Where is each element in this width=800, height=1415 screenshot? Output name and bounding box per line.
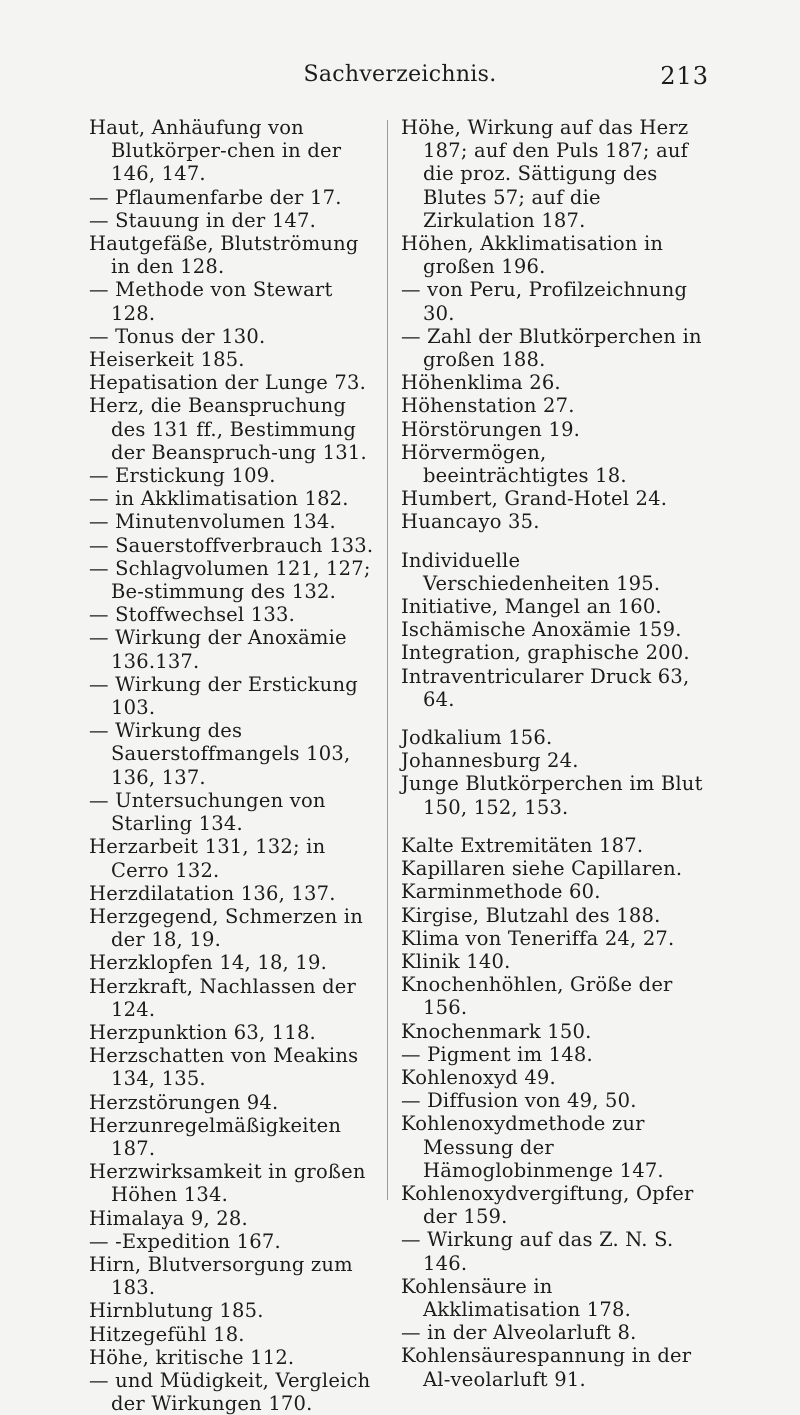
index-entry: Kalte Extremitäten 187. xyxy=(401,833,644,857)
letter-group-gap xyxy=(401,711,713,726)
index-entry: Klinik 140. xyxy=(401,949,511,973)
index-entry: Humbert, Grand-Hotel 24. xyxy=(401,487,668,511)
index-entry: — Diffusion von 49, 50. xyxy=(401,1089,637,1113)
index-entry: Knochenhöhlen, Größe der 156. xyxy=(401,973,673,1020)
index-entry: — Erstickung 109. xyxy=(89,464,276,488)
index-entry: Herzwirksamkeit in großen Höhen 134. xyxy=(89,1160,366,1207)
index-entry: — in der Alveolarluft 8. xyxy=(401,1321,637,1345)
index-entry: — Stoffwechsel 133. xyxy=(89,603,295,627)
index-column-right xyxy=(401,116,713,1391)
index-entry: Jodkalium 156. xyxy=(401,726,553,750)
index-entry: Höhe, Wirkung auf das Herz 187; auf den Puls 187; auf die proz. Sättigung des Blutes 57; auf die Zirkulation 187. xyxy=(401,116,689,232)
index-entry: — Sauerstoffverbrauch 133. xyxy=(89,533,374,557)
index-entry: Ischämische Anoxämie 159. xyxy=(401,618,682,642)
index-entry: Karminmethode 60. xyxy=(401,880,601,904)
page-header xyxy=(0,62,800,102)
index-entry: Hautgefäße, Blutströmung in den 128. xyxy=(89,232,359,279)
index-entry: — Wirkung auf das Z. N. S. 146. xyxy=(401,1228,674,1275)
index-entry: — Stauung in der 147. xyxy=(89,208,317,232)
letter-group-gap xyxy=(401,819,713,834)
index-entry: Hirn, Blutversorgung zum 183. xyxy=(89,1252,353,1300)
index-entry: Herzdilatation 136, 137. xyxy=(89,881,336,905)
index-entry: Kirgise, Blutzahl des 188. xyxy=(401,903,661,927)
index-entry: Höhen, Akklimatisation in großen 196. xyxy=(401,232,664,279)
index-entry: Herzpunktion 63, 118. xyxy=(89,1020,316,1044)
index-entry: — Pflaumenfarbe der 17. xyxy=(89,185,342,209)
index-entry: — Methode von Stewart 128. xyxy=(89,278,333,325)
index-entry: Himalaya 9, 28. xyxy=(89,1206,248,1230)
index-column-left xyxy=(89,116,379,1415)
index-entry: Klima von Teneriffa 24, 27. xyxy=(401,926,675,950)
index-entry: Höhenstation 27. xyxy=(401,394,575,418)
page-number: 213 xyxy=(660,62,709,90)
running-head-title: Sachverzeichnis. xyxy=(303,62,497,87)
index-entry: Kohlensäure in Akklimatisation 178. xyxy=(401,1274,631,1321)
index-entry: Hitzegefühl 18. xyxy=(89,1322,245,1346)
index-entry: Individuelle Verschiedenheiten 195. xyxy=(401,548,661,595)
index-entry: Herzstörungen 94. xyxy=(89,1090,279,1114)
index-entry: Huancayo 35. xyxy=(401,510,540,534)
index-entry: Haut, Anhäufung von Blutkörper-chen in der 146, 147. xyxy=(89,116,342,186)
index-entry: — Schlagvolumen 121, 127; Be-stimmung des 132. xyxy=(89,556,371,604)
index-entry: — Tonus der 130. xyxy=(89,324,266,348)
index-entry: Intraventricularer Druck 63, 64. xyxy=(401,664,690,711)
index-entry: Höhenklima 26. xyxy=(401,371,561,395)
index-entry: — Zahl der Blutkörperchen in großen 188. xyxy=(401,324,702,372)
index-entry: Herzunregelmäßigkeiten 187. xyxy=(89,1113,342,1160)
index-entry: Herzarbeit 131, 132; in Cerro 132. xyxy=(89,835,326,882)
index-entry: Kohlenoxydmethode zur Messung der Hämoglobinmenge 147. xyxy=(401,1112,664,1182)
index-entry: Kohlensäurespannung in der Al-veolarluft 91. xyxy=(401,1344,692,1391)
index-entry: — Untersuchungen von Starling 134. xyxy=(89,788,326,836)
index-entry: — von Peru, Profilzeichnung 30. xyxy=(401,278,688,325)
index-entry: Hirnblutung 185. xyxy=(89,1299,264,1323)
index-entry: Herzschatten von Meakins 134, 135. xyxy=(89,1044,359,1091)
index-entry: Knochenmark 150. xyxy=(401,1019,592,1043)
index-entry: Junge Blutkörperchen im Blut 150, 152, 153. xyxy=(401,772,703,819)
index-entry: Herzklopfen 14, 18, 19. xyxy=(89,951,327,975)
letter-group-gap xyxy=(401,534,713,549)
index-entry: — -Expedition 167. xyxy=(89,1229,281,1253)
index-entry: — Wirkung des Sauerstoffmangels 103, 136, 137. xyxy=(89,719,351,789)
index-entry: Herzgegend, Schmerzen in der 18, 19. xyxy=(89,904,363,952)
index-entry: Initiative, Mangel an 160. xyxy=(401,595,662,619)
index-entry: Hepatisation der Lunge 73. xyxy=(89,371,366,395)
index-entry: — und Müdigkeit, Vergleich der Wirkungen 170. xyxy=(89,1368,371,1415)
index-entry: Höhe, kritische 112. xyxy=(89,1345,295,1369)
index-entry: — Pigment im 148. xyxy=(401,1042,593,1066)
index-entry: Herz, die Beanspruchung des 131 ff., Bestimmung der Beanspruch-ung 131. xyxy=(89,394,367,464)
index-entry: Kohlenoxyd 49. xyxy=(401,1065,556,1089)
column-divider xyxy=(387,120,388,1200)
index-entry: Herzkraft, Nachlassen der 124. xyxy=(89,974,357,1021)
index-entry: Integration, graphische 200. xyxy=(401,641,690,665)
index-entry: Heiserkeit 185. xyxy=(89,348,245,372)
index-entry: Hörstörungen 19. xyxy=(401,417,581,441)
index-entry: Kapillaren siehe Capillaren. xyxy=(401,857,683,881)
index-entry: Kohlenoxydvergiftung, Opfer der 159. xyxy=(401,1181,694,1229)
index-entry: Johannesburg 24. xyxy=(401,749,579,773)
index-entry: — Wirkung der Anoxämie 136.137. xyxy=(89,626,347,673)
index-entry: — in Akklimatisation 182. xyxy=(89,487,349,511)
index-entry: — Minutenvolumen 134. xyxy=(89,510,336,534)
index-entry: Hörvermögen, beeinträchtigtes 18. xyxy=(401,440,627,488)
index-entry: — Wirkung der Erstickung 103. xyxy=(89,672,358,720)
